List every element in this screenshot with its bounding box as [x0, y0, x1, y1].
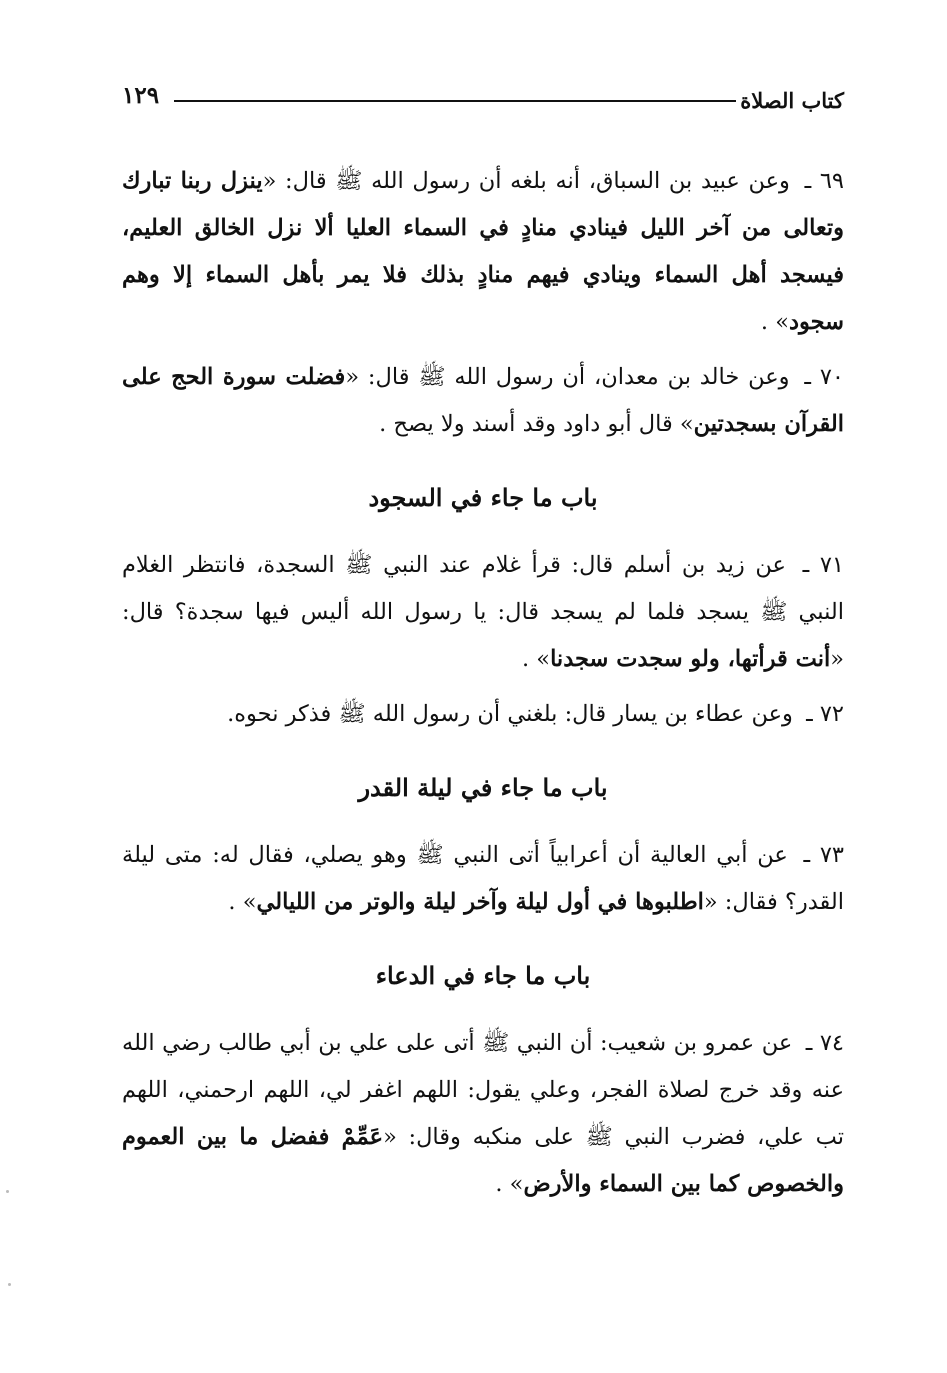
- chapter-heading-sujud: باب ما جاء في السجود: [368, 483, 598, 512]
- hadith-number: ٧١ ـ: [802, 552, 844, 578]
- hadith-text: عن أبي العالية أن أعرابياً أتى النبي ﷺ وهو يصلي، فقال له: متى ليلة القدر؟ فقال: «: [122, 842, 844, 915]
- hadith-tail: » .: [760, 309, 789, 335]
- hadith-quote: عَمِّمْ ففضل ما بين العموم والخصوص كما بين السماء والأرض: [122, 1124, 844, 1197]
- hadith-74: [122, 1020, 844, 1208]
- hadith-number: ٧٤ ـ: [805, 1030, 844, 1056]
- hadith-number: ٧٠ ـ: [804, 364, 844, 390]
- hadith-quote: فضلت سورة الحج على القرآن بسجدتين: [122, 364, 844, 437]
- hadith-quote: اطلبوها في أول ليلة وآخر ليلة والوتر من الليالي: [256, 889, 704, 915]
- hadith-number: ٧٢ ـ: [806, 701, 844, 727]
- hadith-tail: » .: [522, 646, 551, 672]
- chapter-heading-dua: باب ما جاء في الدعاء: [375, 961, 591, 990]
- page-content: [122, 158, 844, 1216]
- hadith-text: عن زيد بن أسلم قال: قرأ غلام عند النبي ﷺ السجدة، فانتظر الغلام النبي ﷺ يسجد فلما لم يسجد قال: يا رسول الله أليس فيها سجدة؟ قال: «: [122, 552, 844, 672]
- hadith-tail: » قال أبو داود وقد أسند ولا يصح .: [379, 411, 694, 437]
- scan-speck: [6, 1190, 9, 1193]
- hadith-72: [122, 691, 844, 738]
- page-number: ١٢٩: [122, 82, 160, 109]
- hadith-number: ٧٣ ـ: [803, 842, 845, 868]
- hadith-quote: ينزل ربنا تبارك وتعالى من آخر الليل فينادي منادٍ في السماء العليا ألا نزل الخالق العليم، فيسجد أهل السماء وينادي فيهم منادٍ بذلك فلا يمر بأهل السماء إلا وهم سجود: [122, 168, 844, 335]
- running-title: كتاب الصلاة: [740, 88, 844, 113]
- hadith-71: [122, 542, 844, 683]
- hadith-text: عن عمرو بن شعيب: أن النبي ﷺ أتى على علي بن أبي طالب رضي الله عنه وقد خرج لصلاة الفجر، وعلي يقول: اللهم اغفر لي، اللهم ارحمني، اللهم تب علي، فضرب النبي ﷺ على منكبه وقال: «: [122, 1030, 844, 1150]
- scan-speck: [8, 1283, 11, 1286]
- hadith-69: [122, 158, 844, 346]
- hadith-number: ٦٩ ـ: [804, 168, 844, 194]
- chapter-heading-laylat-al-qadr: باب ما جاء في ليلة القدر: [358, 773, 608, 802]
- hadith-quote: أنت قرأتها، ولو سجدت سجدنا: [550, 646, 831, 672]
- hadith-text: وعن عطاء بن يسار قال: بلغني أن رسول الله ﷺ فذكر نحوه.: [227, 701, 793, 727]
- page-header: [122, 78, 844, 118]
- hadith-70: [122, 354, 844, 448]
- header-rule: [174, 100, 736, 102]
- hadith-text: وعن عبيد بن السباق، أنه بلغه أن رسول الله ﷺ قال: «: [262, 168, 790, 194]
- hadith-text: وعن خالد بن معدان، أن رسول الله ﷺ قال: «: [345, 364, 790, 390]
- hadith-73: [122, 832, 844, 926]
- hadith-tail: » .: [495, 1171, 524, 1197]
- hadith-tail: » .: [228, 889, 257, 915]
